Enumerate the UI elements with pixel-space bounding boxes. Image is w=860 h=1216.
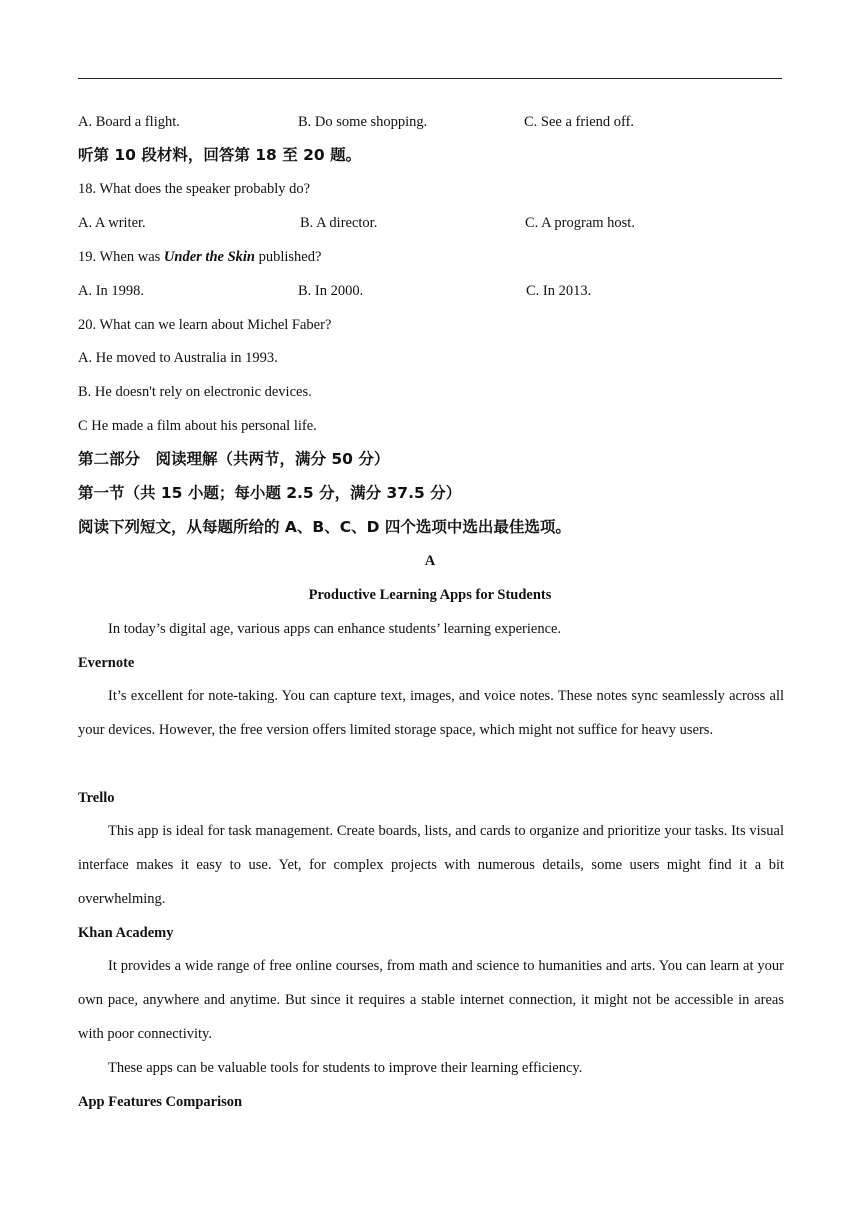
q19-option-a: A. In 1998. (78, 283, 145, 299)
part2-header: 第二部分 阅读理解（共两节，满分 50 分） (78, 450, 390, 468)
header-rule (78, 78, 782, 79)
q19-option-b: B. In 2000. (298, 283, 364, 299)
q18-option-c: C. A program host. (525, 215, 635, 231)
app-paragraph-trello (78, 814, 784, 916)
q19-option-c: C. In 2013. (526, 283, 592, 299)
passage-intro: In today’s digital age, various apps can enhance students’ learning experience. (108, 621, 562, 637)
app-paragraph-evernote (78, 679, 784, 747)
app-paragraph-khan-academy (78, 949, 784, 1051)
passage-letter: A (424, 553, 436, 569)
q19-prefix: 19. When was (78, 249, 164, 265)
app-text-trello: This app is ideal for task management. Create boards, lists, and cards to organize and prioritize your tasks. Its visual interface makes it easy to use. Yet, for complex projects with numerous details, some users might find it a bit overwhelming. (78, 823, 784, 907)
q20-question: 20. What can we learn about Michel Faber? (78, 317, 332, 333)
reading-instructions: 阅读下列短文，从每题所给的 A、B、C、D 四个选项中选出最佳选项。 (78, 518, 571, 536)
q19-book-title: Under the Skin (163, 249, 255, 265)
section1-header: 第一节（共 15 小题；每小题 2.5 分，满分 37.5 分） (78, 484, 462, 502)
q17-option-b: B. Do some shopping. (298, 114, 428, 130)
section10-header: 听第 10 段材料，回答第 18 至 20 题。 (78, 146, 362, 164)
q20-option-a: A. He moved to Australia in 1993. (78, 350, 278, 366)
passage-conclusion: These apps can be valuable tools for students to improve their learning efficiency. (108, 1060, 583, 1076)
q19-question (78, 247, 321, 267)
app-text-evernote: It’s excellent for note-taking. You can capture text, images, and voice notes. These notes sync seamlessly across all your devices. However, the free version offers limited storage space, which might not suffice for heavy users. (78, 688, 784, 738)
q18-question: 18. What does the speaker probably do? (78, 181, 311, 197)
q20-option-c: C He made a film about his personal life. (78, 418, 317, 434)
app-heading-khan-academy: Khan Academy (78, 925, 174, 941)
q17-option-c: C. See a friend off. (524, 114, 635, 130)
app-text-khan-academy: It provides a wide range of free online courses, from math and science to humanities and arts. You can learn at your own pace, anywhere and anytime. But since it requires a stable internet connection, it might not be accessible in areas with poor connectivity. (78, 958, 784, 1042)
q20-option-b: B. He doesn't rely on electronic devices. (78, 384, 312, 400)
app-heading-trello: Trello (78, 790, 115, 806)
q19-suffix: published? (254, 249, 322, 265)
app-heading-evernote: Evernote (78, 655, 135, 671)
q18-option-a: A. A writer. (78, 215, 146, 231)
comparison-heading: App Features Comparison (78, 1094, 243, 1110)
passage-title: Productive Learning Apps for Students (308, 587, 552, 603)
q18-option-b: B. A director. (300, 215, 378, 231)
q17-option-a: A. Board a flight. (78, 114, 180, 130)
